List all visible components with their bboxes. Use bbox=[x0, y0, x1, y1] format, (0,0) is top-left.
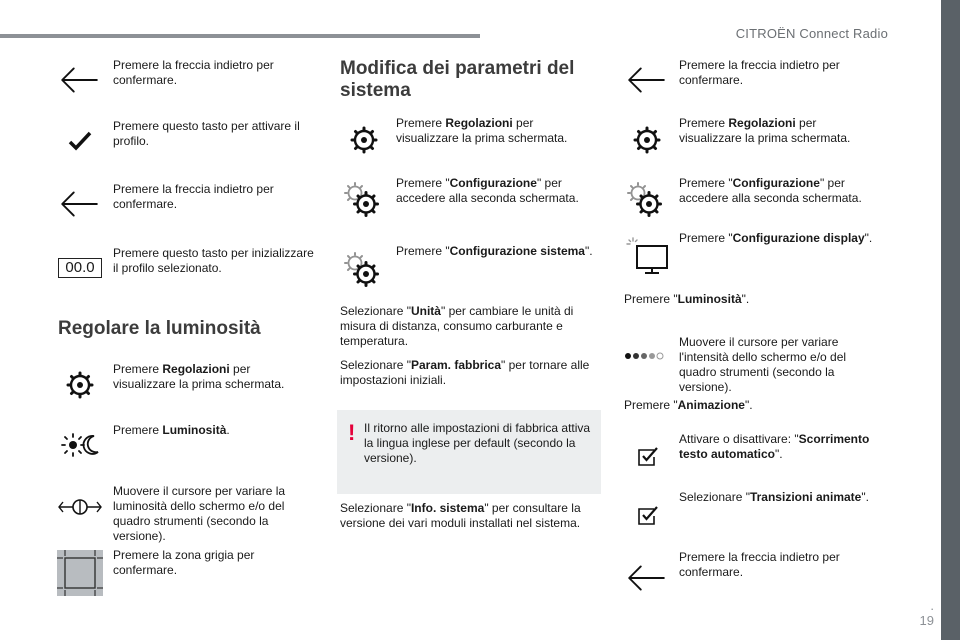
warning-note-text: Il ritorno alle impostazioni di fabbrica attiva la lingua inglese per default (secondo la versione). bbox=[364, 421, 591, 465]
col3-item-1: Premere la freccia indietro per confermare. bbox=[679, 58, 840, 87]
gear-icon[interactable] bbox=[349, 125, 379, 155]
col3-anim-1: Attivare o disattivare: "Scorrimento testo automatico". bbox=[679, 432, 870, 461]
col2-item-2: Premere "Configurazione" per accedere alla seconda schermata. bbox=[396, 176, 579, 205]
col2-item-3: Premere "Configurazione sistema". bbox=[396, 244, 593, 258]
gear-icon[interactable] bbox=[632, 125, 662, 155]
col1-item-1: Premere la freccia indietro per confermare. bbox=[113, 58, 274, 87]
col3-anim-3: Premere la freccia indietro per confermare. bbox=[679, 550, 840, 579]
back-arrow-icon[interactable] bbox=[625, 562, 667, 594]
settings-config-icon[interactable] bbox=[342, 180, 382, 220]
back-arrow-icon[interactable] bbox=[58, 188, 100, 220]
col1-item-4: Premere questo tasto per inizializzare il profilo selezionato. bbox=[113, 246, 314, 275]
slider-icon[interactable] bbox=[57, 496, 103, 518]
col3-item-4: Premere "Configurazione display". bbox=[679, 231, 873, 245]
checkbox-icon[interactable] bbox=[636, 503, 660, 527]
col3-lum-line: Premere "Luminosità". bbox=[624, 292, 750, 306]
back-arrow-icon[interactable] bbox=[58, 64, 100, 96]
col2-para-units: Selezionare "Unità" per cambiare le unità di misura di distanza, consumo carburante e temperatura. bbox=[340, 304, 574, 348]
display-icon[interactable] bbox=[625, 236, 669, 276]
col2-para-info: Selezionare "Info. sistema" per consultare la versione dei vari moduli installati nel sistema. bbox=[340, 501, 581, 530]
col1-lum-2: Premere Luminosità. bbox=[113, 423, 230, 437]
col3-item-2: Premere Regolazioni per visualizzare la prima schermata. bbox=[679, 116, 851, 145]
grey-zone-icon[interactable] bbox=[57, 550, 103, 596]
back-arrow-icon[interactable] bbox=[625, 64, 667, 96]
checkbox-icon[interactable] bbox=[636, 444, 660, 468]
col1-lum-1: Premere Regolazioni per visualizzare la prima schermata. bbox=[113, 362, 285, 391]
section-title-system: Modifica dei parametri del sistema bbox=[340, 58, 575, 101]
header-title: CITROËN Connect Radio bbox=[735, 26, 888, 41]
col2-para-factory: Selezionare "Param. fabbrica" per tornare alle impostazioni iniziali. bbox=[340, 358, 590, 387]
section-title-brightness: Regolare la luminosità bbox=[58, 318, 261, 339]
col3-anim-2: Selezionare "Transizioni animate". bbox=[679, 490, 869, 504]
reset-profile-button[interactable]: 00.0 bbox=[58, 258, 102, 278]
col3-anim-line: Premere "Animazione". bbox=[624, 398, 753, 412]
settings-config-icon[interactable] bbox=[342, 250, 382, 290]
check-icon[interactable] bbox=[68, 131, 92, 151]
brightness-icon[interactable] bbox=[60, 432, 100, 458]
continue-mark: . bbox=[930, 598, 934, 613]
col3-item-3: Premere "Configurazione" per accedere alla seconda schermata. bbox=[679, 176, 862, 205]
warning-icon: ! bbox=[348, 420, 356, 445]
side-tab bbox=[941, 0, 960, 640]
col1-lum-3: Muovere il cursore per variare la luminosità dello schermo e/o del quadro strumenti (secondo la versione). bbox=[113, 484, 286, 543]
col1-item-3: Premere la freccia indietro per confermare. bbox=[113, 182, 274, 211]
intensity-dots-icon[interactable] bbox=[624, 350, 668, 362]
col3-slider-text: Muovere il cursore per variare l'intensità dello schermo e/o del quadro strumenti (secondo la versione). bbox=[679, 335, 847, 394]
settings-config-icon[interactable] bbox=[625, 180, 665, 220]
gear-icon[interactable] bbox=[65, 370, 95, 400]
col2-item-1: Premere Regolazioni per visualizzare la prima schermata. bbox=[396, 116, 568, 145]
col1-item-2: Premere questo tasto per attivare il profilo. bbox=[113, 119, 300, 148]
page-number: 19 bbox=[919, 613, 934, 628]
col1-lum-4: Premere la zona grigia per confermare. bbox=[113, 548, 255, 577]
header-rule bbox=[0, 34, 480, 38]
